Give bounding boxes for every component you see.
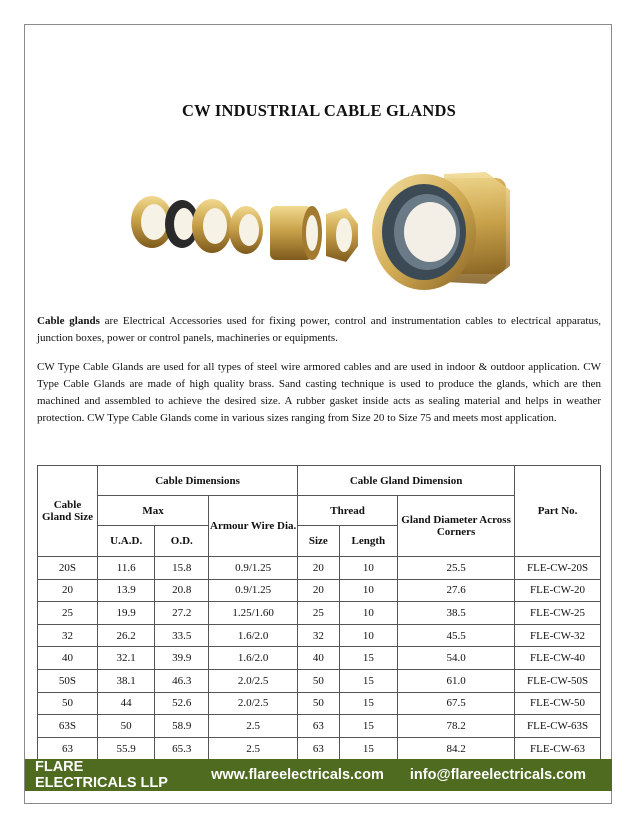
- cell-length: 10: [339, 602, 397, 625]
- cell-part-no: FLE-CW-20: [515, 579, 601, 602]
- cell-part-no: FLE-CW-32: [515, 624, 601, 647]
- specification-table: [37, 465, 601, 760]
- table-row: [38, 737, 601, 760]
- header-max: Max: [97, 496, 208, 526]
- cell-armour: 1.6/2.0: [209, 624, 298, 647]
- cell-armour: 2.5: [209, 737, 298, 760]
- cell-uad: 32.1: [97, 647, 154, 670]
- cell-size: 50: [38, 692, 98, 715]
- cell-size: 63S: [38, 715, 98, 738]
- cell-size: 25: [38, 602, 98, 625]
- intro-bold-term: Cable glands: [37, 315, 100, 327]
- cell-thread-size: 63: [298, 737, 340, 760]
- cell-armour: 1.6/2.0: [209, 647, 298, 670]
- cell-uad: 38.1: [97, 669, 154, 692]
- cell-uad: 26.2: [97, 624, 154, 647]
- cell-thread-size: 25: [298, 602, 340, 625]
- cell-part-no: FLE-CW-63: [515, 737, 601, 760]
- gland-part-cone: [229, 206, 263, 254]
- cell-length: 10: [339, 579, 397, 602]
- cell-armour: 0.9/1.25: [209, 557, 298, 580]
- cell-size: 63: [38, 737, 98, 760]
- table-row: [38, 647, 601, 670]
- footer-email-link[interactable]: info@flareelectricals.com: [409, 767, 586, 783]
- cell-od: 20.8: [155, 579, 209, 602]
- cell-od: 27.2: [155, 602, 209, 625]
- header-uad: U.A.D.: [97, 526, 154, 557]
- cell-corners: 54.0: [398, 647, 515, 670]
- cell-uad: 50: [97, 715, 154, 738]
- cell-thread-size: 50: [298, 692, 340, 715]
- cell-armour: 2.0/2.5: [209, 692, 298, 715]
- intro-text: are Electrical Accessories used for fixing power, control and instrumentation cables to electrical apparatus, junction boxes, power or control panels, machineries or equipments.: [37, 315, 601, 344]
- cell-thread-size: 50: [298, 669, 340, 692]
- header-length: Length: [339, 526, 397, 557]
- cell-corners: 27.6: [398, 579, 515, 602]
- cell-length: 15: [339, 692, 397, 715]
- cell-length: 10: [339, 624, 397, 647]
- cell-thread-size: 20: [298, 579, 340, 602]
- table-row: [38, 557, 601, 580]
- gland-part-locknut: [326, 208, 358, 262]
- header-cable-dimensions: Cable Dimensions: [97, 466, 297, 496]
- header-thread: Thread: [298, 496, 398, 526]
- header-armour-wire: Armour Wire Dia.: [209, 496, 298, 557]
- cell-armour: 2.5: [209, 715, 298, 738]
- cell-uad: 11.6: [97, 557, 154, 580]
- cell-od: 52.6: [155, 692, 209, 715]
- cell-thread-size: 20: [298, 557, 340, 580]
- cell-corners: 67.5: [398, 692, 515, 715]
- cell-od: 65.3: [155, 737, 209, 760]
- cell-size: 32: [38, 624, 98, 647]
- header-part-no: Part No.: [515, 466, 601, 557]
- cell-od: 46.3: [155, 669, 209, 692]
- cell-od: 15.8: [155, 557, 209, 580]
- cell-corners: 61.0: [398, 669, 515, 692]
- cell-length: 15: [339, 737, 397, 760]
- description-paragraph: CW Type Cable Glands are used for all types of steel wire armored cables and are used in indoor & outdoor application. CW Type Cable Glands are made of high quality brass. Sand casting technique is used to produce the glands, which are then machined and assembled to achieve the desired size. A rubber gasket inside acts as sealing material and helps in weather protection. CW Type Cable Glands come in various sizes ranging from Size 20 to Size 75 and meets most application.: [37, 361, 601, 424]
- table-row: [38, 692, 601, 715]
- cell-length: 15: [339, 669, 397, 692]
- header-across-corners: Gland Diameter Across Corners: [398, 496, 515, 557]
- cell-part-no: FLE-CW-63S: [515, 715, 601, 738]
- intro-paragraph: [37, 313, 601, 347]
- cell-uad: 13.9: [97, 579, 154, 602]
- cell-thread-size: 63: [298, 715, 340, 738]
- gland-part-body: [270, 206, 322, 260]
- cell-part-no: FLE-CW-20S: [515, 557, 601, 580]
- gland-part-sleeve: [192, 199, 232, 253]
- footer-company-name: FLARE ELECTRICALS LLP: [35, 759, 168, 791]
- cell-armour: 2.0/2.5: [209, 669, 298, 692]
- cell-length: 15: [339, 647, 397, 670]
- cell-size: 50S: [38, 669, 98, 692]
- table-row: [38, 579, 601, 602]
- header-od: O.D.: [155, 526, 209, 557]
- cell-part-no: FLE-CW-50S: [515, 669, 601, 692]
- cell-armour: 0.9/1.25: [209, 579, 298, 602]
- cell-size: 20S: [38, 557, 98, 580]
- footer-bar: [25, 759, 612, 791]
- cell-corners: 84.2: [398, 737, 515, 760]
- footer-website-link[interactable]: www.flareelectricals.com: [211, 767, 384, 783]
- header-gland-dimension: Cable Gland Dimension: [298, 466, 515, 496]
- page-title: CW INDUSTRIAL CABLE GLANDS: [181, 101, 456, 120]
- cell-thread-size: 32: [298, 624, 340, 647]
- table-row: [38, 669, 601, 692]
- cell-corners: 45.5: [398, 624, 515, 647]
- cell-part-no: FLE-CW-50: [515, 692, 601, 715]
- table-row: [38, 624, 601, 647]
- cell-size: 20: [38, 579, 98, 602]
- cell-od: 39.9: [155, 647, 209, 670]
- cell-uad: 44: [97, 692, 154, 715]
- cell-uad: 19.9: [97, 602, 154, 625]
- cell-length: 15: [339, 715, 397, 738]
- table-row: [38, 602, 601, 625]
- cell-part-no: FLE-CW-25: [515, 602, 601, 625]
- cell-corners: 25.5: [398, 557, 515, 580]
- cell-size: 40: [38, 647, 98, 670]
- cell-thread-size: 40: [298, 647, 340, 670]
- header-gland-size: Cable Gland Size: [38, 466, 98, 557]
- cell-corners: 78.2: [398, 715, 515, 738]
- cable-gland-product-photo: [124, 170, 516, 294]
- assembled-cable-gland: [372, 172, 510, 290]
- table-row: [38, 715, 601, 738]
- cell-uad: 55.9: [97, 737, 154, 760]
- cell-od: 33.5: [155, 624, 209, 647]
- header-thread-size: Size: [298, 526, 340, 557]
- cell-length: 10: [339, 557, 397, 580]
- cell-corners: 38.5: [398, 602, 515, 625]
- cell-od: 58.9: [155, 715, 209, 738]
- cell-armour: 1.25/1.60: [209, 602, 298, 625]
- cell-part-no: FLE-CW-40: [515, 647, 601, 670]
